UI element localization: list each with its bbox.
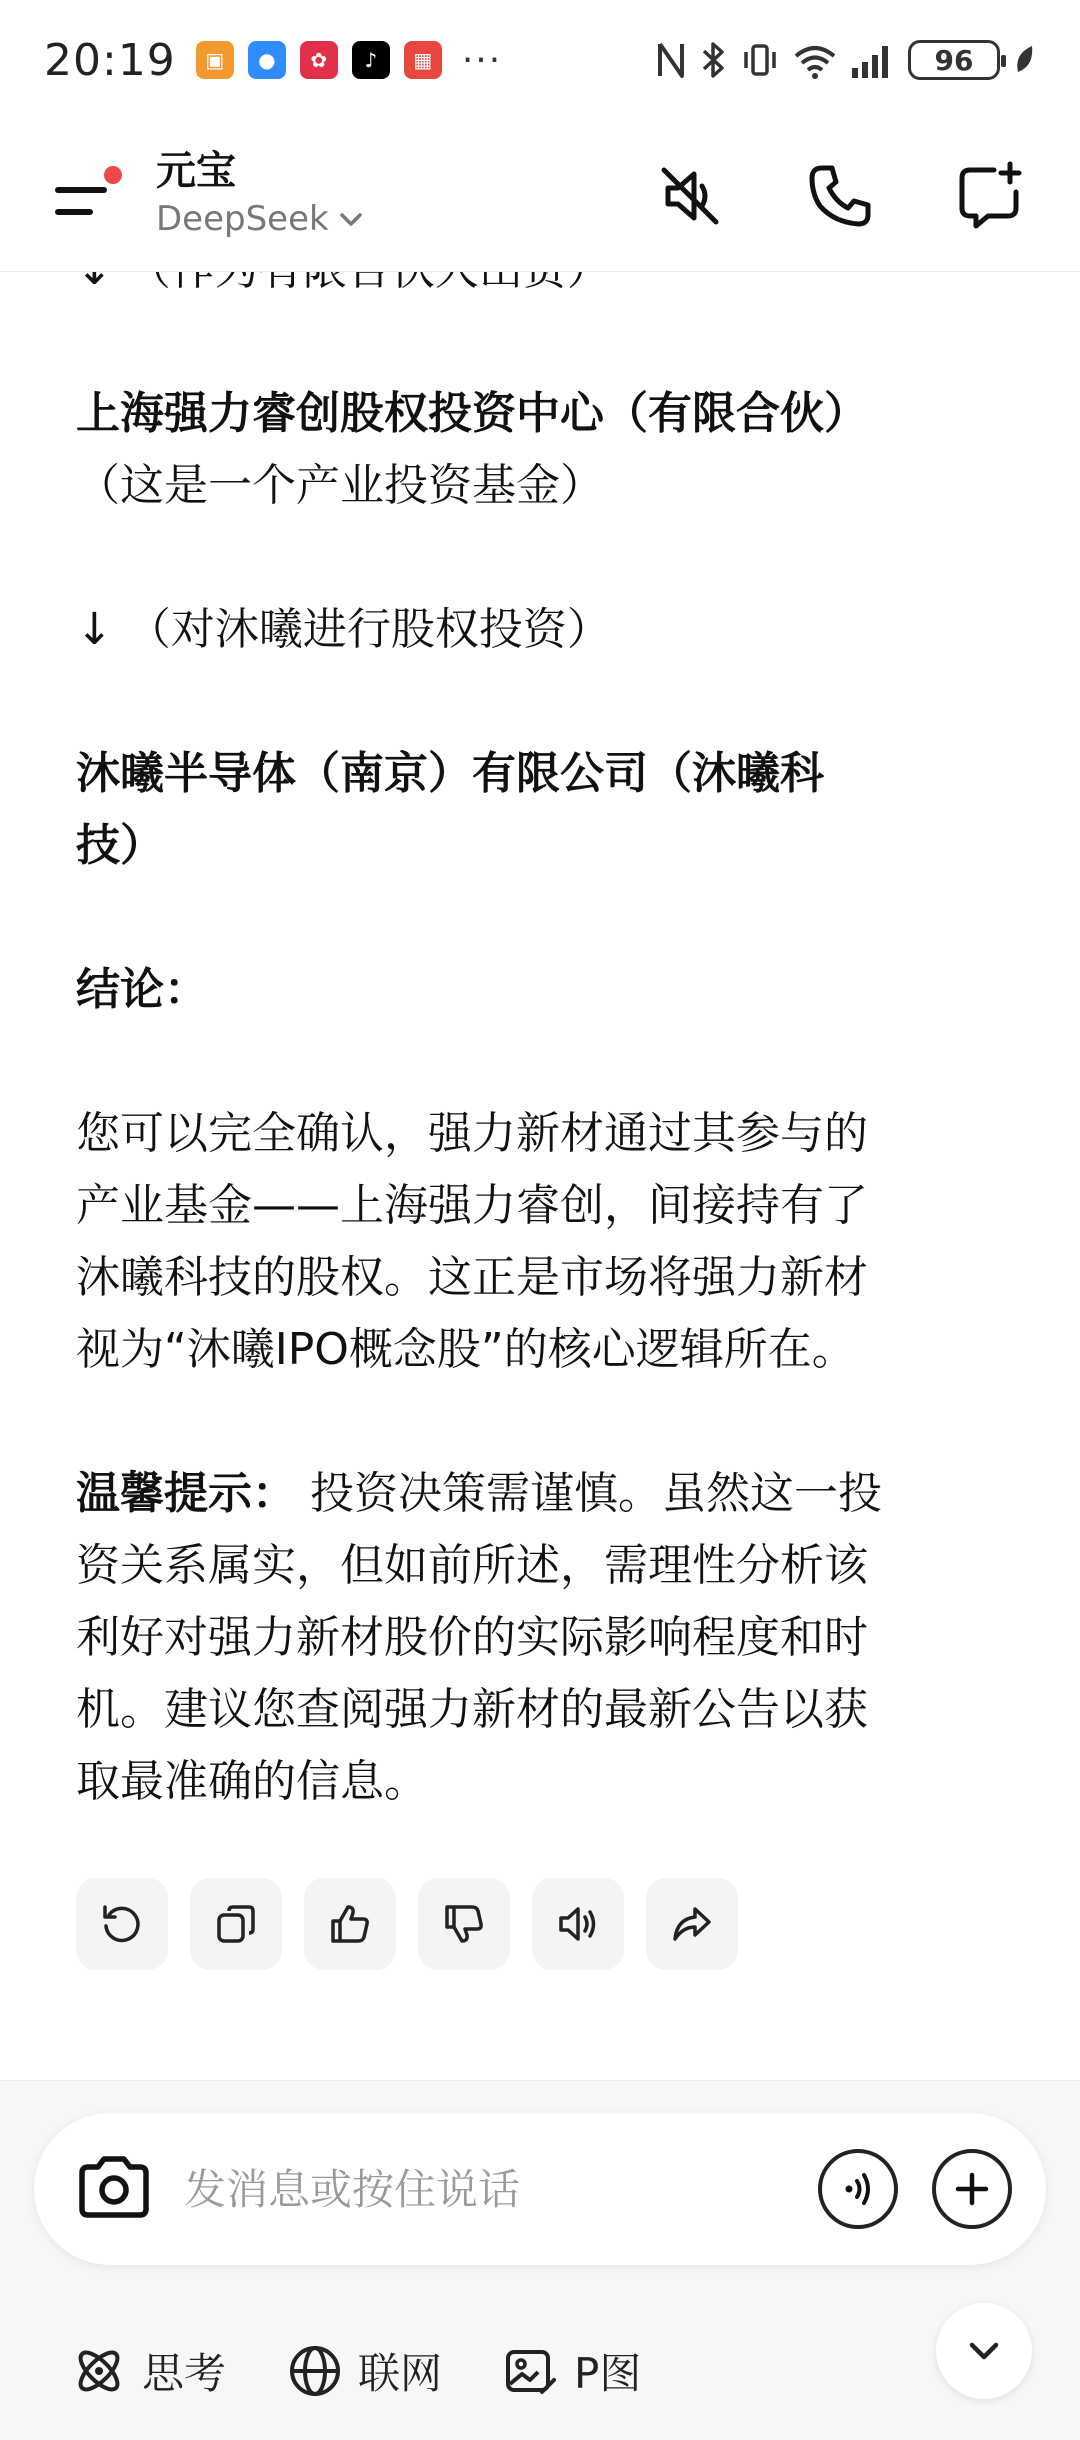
leaf-icon	[1012, 40, 1036, 80]
dislike-button[interactable]	[418, 1878, 510, 1970]
title-block[interactable]	[156, 149, 365, 241]
status-time: 20:19	[44, 34, 176, 86]
copy-button[interactable]	[190, 1878, 282, 1970]
nfc-icon	[654, 40, 688, 80]
chat-content[interactable]	[0, 272, 1080, 2080]
menu-button[interactable]	[50, 160, 122, 232]
camera-button[interactable]	[74, 2151, 154, 2227]
thumbs-up-icon	[327, 1901, 373, 1947]
tip-line: 取最准确的信息。	[76, 1756, 428, 1807]
company-name-line-1: 沐曦半导体（南京）有限公司（沐曦科	[76, 748, 824, 799]
tip-label: 温馨提示：	[76, 1468, 296, 1519]
new-chat-icon	[954, 160, 1026, 232]
assistant-message	[76, 234, 1004, 1970]
model-name: DeepSeek	[156, 199, 329, 240]
refresh-icon	[99, 1901, 145, 1947]
notification-shop-icon: ✿	[300, 41, 338, 79]
fund-name: 上海强力睿创股权投资中心（有限合伙）	[76, 388, 868, 439]
new-chat-button[interactable]	[950, 156, 1030, 236]
flow-line-2: ↓ （对沐曦进行股权投资）	[76, 604, 611, 655]
notification-tiktok-icon: ♪	[352, 41, 390, 79]
think-label: 思考	[142, 2349, 227, 2398]
regenerate-button[interactable]	[76, 1878, 168, 1970]
camera-icon	[74, 2151, 154, 2223]
conclusion-line: 沐曦科技的股权。这正是市场将强力新材	[76, 1252, 868, 1303]
bottom-input-area	[0, 2080, 1080, 2440]
unread-dot	[104, 166, 122, 184]
status-bar	[0, 0, 1080, 120]
call-button[interactable]	[800, 156, 880, 236]
atom-icon	[70, 2342, 128, 2400]
image-label: P图	[574, 2349, 642, 2398]
tip-line: 利好对强力新材股价的实际影响程度和时	[76, 1612, 868, 1663]
read-aloud-button[interactable]	[532, 1878, 624, 1970]
signal-icon	[850, 40, 896, 80]
app-header	[0, 120, 1080, 272]
voice-wave-icon	[836, 2167, 880, 2211]
phone-icon	[804, 160, 876, 232]
image-edit-icon	[502, 2342, 560, 2400]
share-button[interactable]	[646, 1878, 738, 1970]
more-notifications-indicator: ···	[461, 39, 503, 81]
header-actions	[650, 156, 1030, 236]
model-selector[interactable]	[156, 197, 365, 241]
like-button[interactable]	[304, 1878, 396, 1970]
globe-icon	[286, 2342, 344, 2400]
battery-level: 96	[934, 43, 974, 77]
share-icon	[669, 1901, 715, 1947]
message-actions	[76, 1878, 1004, 1970]
notification-app-icon: ▣	[196, 41, 234, 79]
chevron-down-icon	[337, 206, 365, 234]
bluetooth-icon	[700, 40, 728, 80]
wifi-icon	[792, 40, 838, 80]
notification-message-icon: ●	[248, 41, 286, 79]
fund-note: （这是一个产业投资基金）	[76, 460, 604, 511]
voice-call-button[interactable]	[818, 2149, 898, 2229]
plus-icon	[952, 2169, 992, 2209]
vibrate-icon	[740, 40, 780, 80]
think-toggle[interactable]	[70, 2341, 226, 2401]
tip-first-text: 投资决策需谨慎。虽然这一投	[296, 1468, 882, 1519]
tip-line: 资关系属实，但如前所述，需理性分析该	[76, 1540, 868, 1591]
message-input[interactable]	[182, 2164, 772, 2215]
image-edit-button[interactable]	[502, 2341, 641, 2401]
battery-indicator	[908, 40, 1000, 80]
conclusion-line: 产业基金——上海强力睿创，间接持有了	[76, 1180, 868, 1231]
copy-icon	[213, 1901, 259, 1947]
speaker-muted-icon	[654, 160, 726, 232]
add-attachment-button[interactable]	[932, 2149, 1012, 2229]
tip-line: 机。建议您查阅强力新材的最新公告以获	[76, 1684, 868, 1735]
collapse-button[interactable]	[936, 2303, 1032, 2399]
web-label: 联网	[358, 2349, 443, 2398]
mute-speaker-button[interactable]	[650, 156, 730, 236]
conclusion-line: 您可以完全确认，强力新材通过其参与的	[76, 1108, 868, 1159]
tool-row	[70, 2341, 641, 2401]
company-name-line-2: 技）	[76, 820, 164, 871]
message-composer	[34, 2113, 1046, 2265]
web-search-toggle[interactable]	[286, 2341, 442, 2401]
thumbs-down-icon	[441, 1901, 487, 1947]
conclusion-line: 视为“沐曦IPO概念股”的核心逻辑所在。	[76, 1324, 856, 1375]
conclusion-label: 结论：	[76, 964, 208, 1015]
speaker-icon	[555, 1901, 601, 1947]
tip-first-line	[76, 1458, 1004, 1530]
notification-store-icon: ▦	[404, 41, 442, 79]
status-icons	[654, 40, 1036, 80]
app-title: 元宝	[156, 148, 236, 195]
chevron-down-icon	[964, 2331, 1004, 2371]
